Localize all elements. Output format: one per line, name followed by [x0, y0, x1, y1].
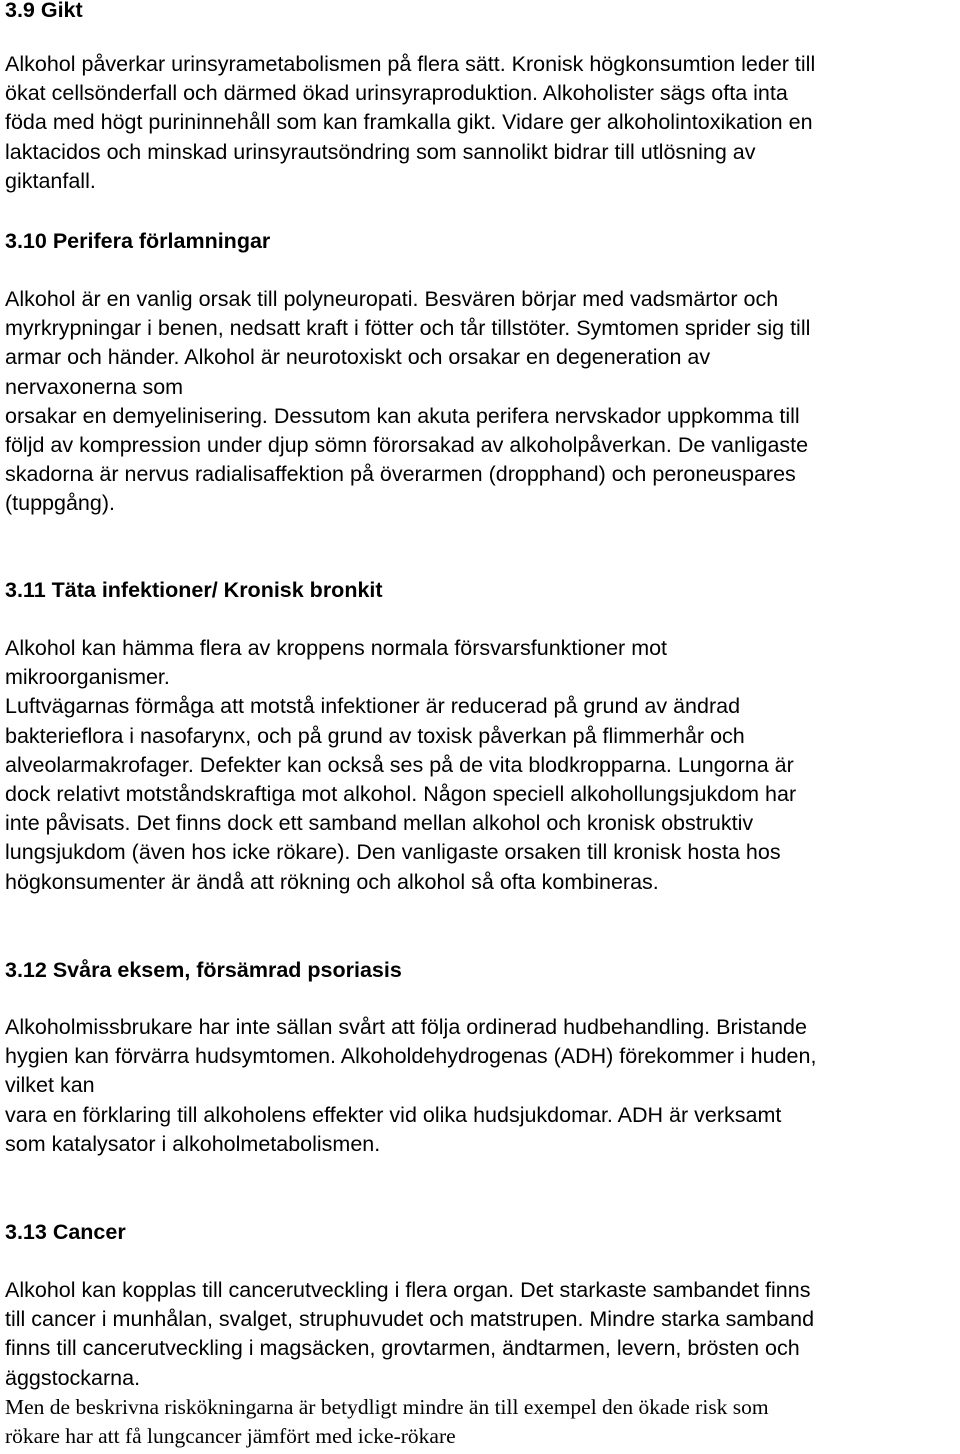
text-line: Alkohol är en vanlig orsak till polyneuropati. Besvären börjar med vadsmärtor och [5, 287, 779, 311]
text-line: inte påvisats. Det finns dock ett samband mellan alkohol och kronisk obstruktiv [5, 811, 754, 836]
text-line: Men de beskrivna riskökningarna är betydligt mindre än till exempel den ökade risk som [5, 1394, 769, 1419]
paragraph [5, 634, 955, 897]
text-line: giktanfall. [5, 168, 96, 193]
text-line: nervaxonerna som [5, 374, 184, 399]
text-line: vilket kan [5, 1073, 95, 1098]
text-line: som katalysator i alkoholmetabolismen. [5, 1131, 381, 1156]
paragraph [5, 1276, 955, 1393]
text-line: Luftvägarnas förmåga att motstå infektioner är reducerad på grund av ändrad [5, 694, 741, 719]
text-line: vara en förklaring till alkoholens effekter vid olika hudsjukdomar. ADH är verksamt [5, 1102, 782, 1127]
section-heading: 3.13 Cancer [5, 1220, 126, 1244]
paragraph-serif [5, 1393, 955, 1451]
text-line: dock relativt motståndskraftiga mot alkohol. Någon speciell alkohollungsjukdom har [5, 782, 797, 807]
text-line: lungsjukdom (även hos icke rökare). Den vanligaste orsaken till kronisk hosta hos [5, 840, 781, 865]
text-line: föda med högt purininnehåll som kan framkalla gikt. Vidare ger alkoholintoxikation en [5, 110, 813, 135]
section-perifera-forlamningar [5, 227, 955, 519]
text-line: bakterieflora i nasofarynx, och på grund av toxisk påverkan på flimmerhår och [5, 723, 745, 748]
text-line: finns till cancerutveckling i magsäcken, grovtarmen, ändtarmen, levern, brösten och [5, 1336, 800, 1361]
text-line: hygien kan förvärra hudsymtomen. Alkoholdehydrogenas (ADH) förekommer i huden, [5, 1044, 817, 1069]
text-line: Alkohol påverkar urinsyrametabolismen på flera sätt. Kronisk högkonsumtion leder till [5, 52, 816, 76]
text-line: följd av kompression under djup sömn förorsakad av alkoholpåverkan. De vanligaste [5, 433, 809, 458]
section-heading: 3.11 Täta infektioner/ Kronisk bronkit [5, 578, 383, 602]
text-line: högkonsumenter är ändå att rökning och alkohol så ofta kombineras. [5, 869, 659, 894]
paragraph [5, 1013, 955, 1159]
text-line: äggstockarna. [5, 1365, 141, 1390]
text-line: laktacidos och minskad urinsyrautsöndring som sannolikt bidrar till utlösning av [5, 139, 756, 164]
section-tata-infektioner [5, 576, 955, 897]
text-line: till cancer i munhålan, svalget, struphuvudet och matstrupen. Mindre starka samband [5, 1307, 815, 1332]
section-heading: 3.9 Gikt [5, 0, 83, 22]
text-line: skadorna är nervus radialisaffektion på överarmen (dropphand) och peroneuspares [5, 462, 796, 487]
text-line: (tuppgång). [5, 491, 115, 516]
section-gikt [5, 0, 955, 196]
text-line: Alkoholmissbrukare har inte sällan svårt att följa ordinerad hudbehandling. Bristande [5, 1015, 807, 1039]
section-heading: 3.10 Perifera förlamningar [5, 229, 271, 253]
section-svara-eksem [5, 956, 955, 1159]
text-line: armar och händer. Alkohol är neurotoxiskt och orsakar en degeneration av [5, 345, 711, 370]
paragraph [5, 285, 955, 519]
text-line: orsakar en demyelinisering. Dessutom kan akuta perifera nervskador uppkomma till [5, 403, 800, 428]
text-line: alveolarmakrofager. Defekter kan också ses på de vita blodkropparna. Lungorna är [5, 752, 794, 777]
text-line: mikroorganismer. [5, 665, 170, 690]
section-heading: 3.12 Svåra eksem, försämrad psoriasis [5, 958, 402, 982]
section-cancer [5, 1218, 955, 1451]
text-line: ökat cellsönderfall och därmed ökad urinsyraproduktion. Alkoholister sägs ofta inta [5, 81, 788, 106]
text-line: myrkrypningar i benen, nedsatt kraft i fötter och tår tillstöter. Symtomen sprider sig till [5, 316, 811, 341]
text-line: Alkohol kan kopplas till cancerutveckling i flera organ. Det starkaste sambandet finns [5, 1278, 811, 1302]
text-line: rökare har att få lungcancer jämfört med icke-rökare [5, 1423, 456, 1448]
text-line: Alkohol kan hämma flera av kroppens normala försvarsfunktioner mot [5, 636, 668, 660]
paragraph [5, 50, 955, 196]
